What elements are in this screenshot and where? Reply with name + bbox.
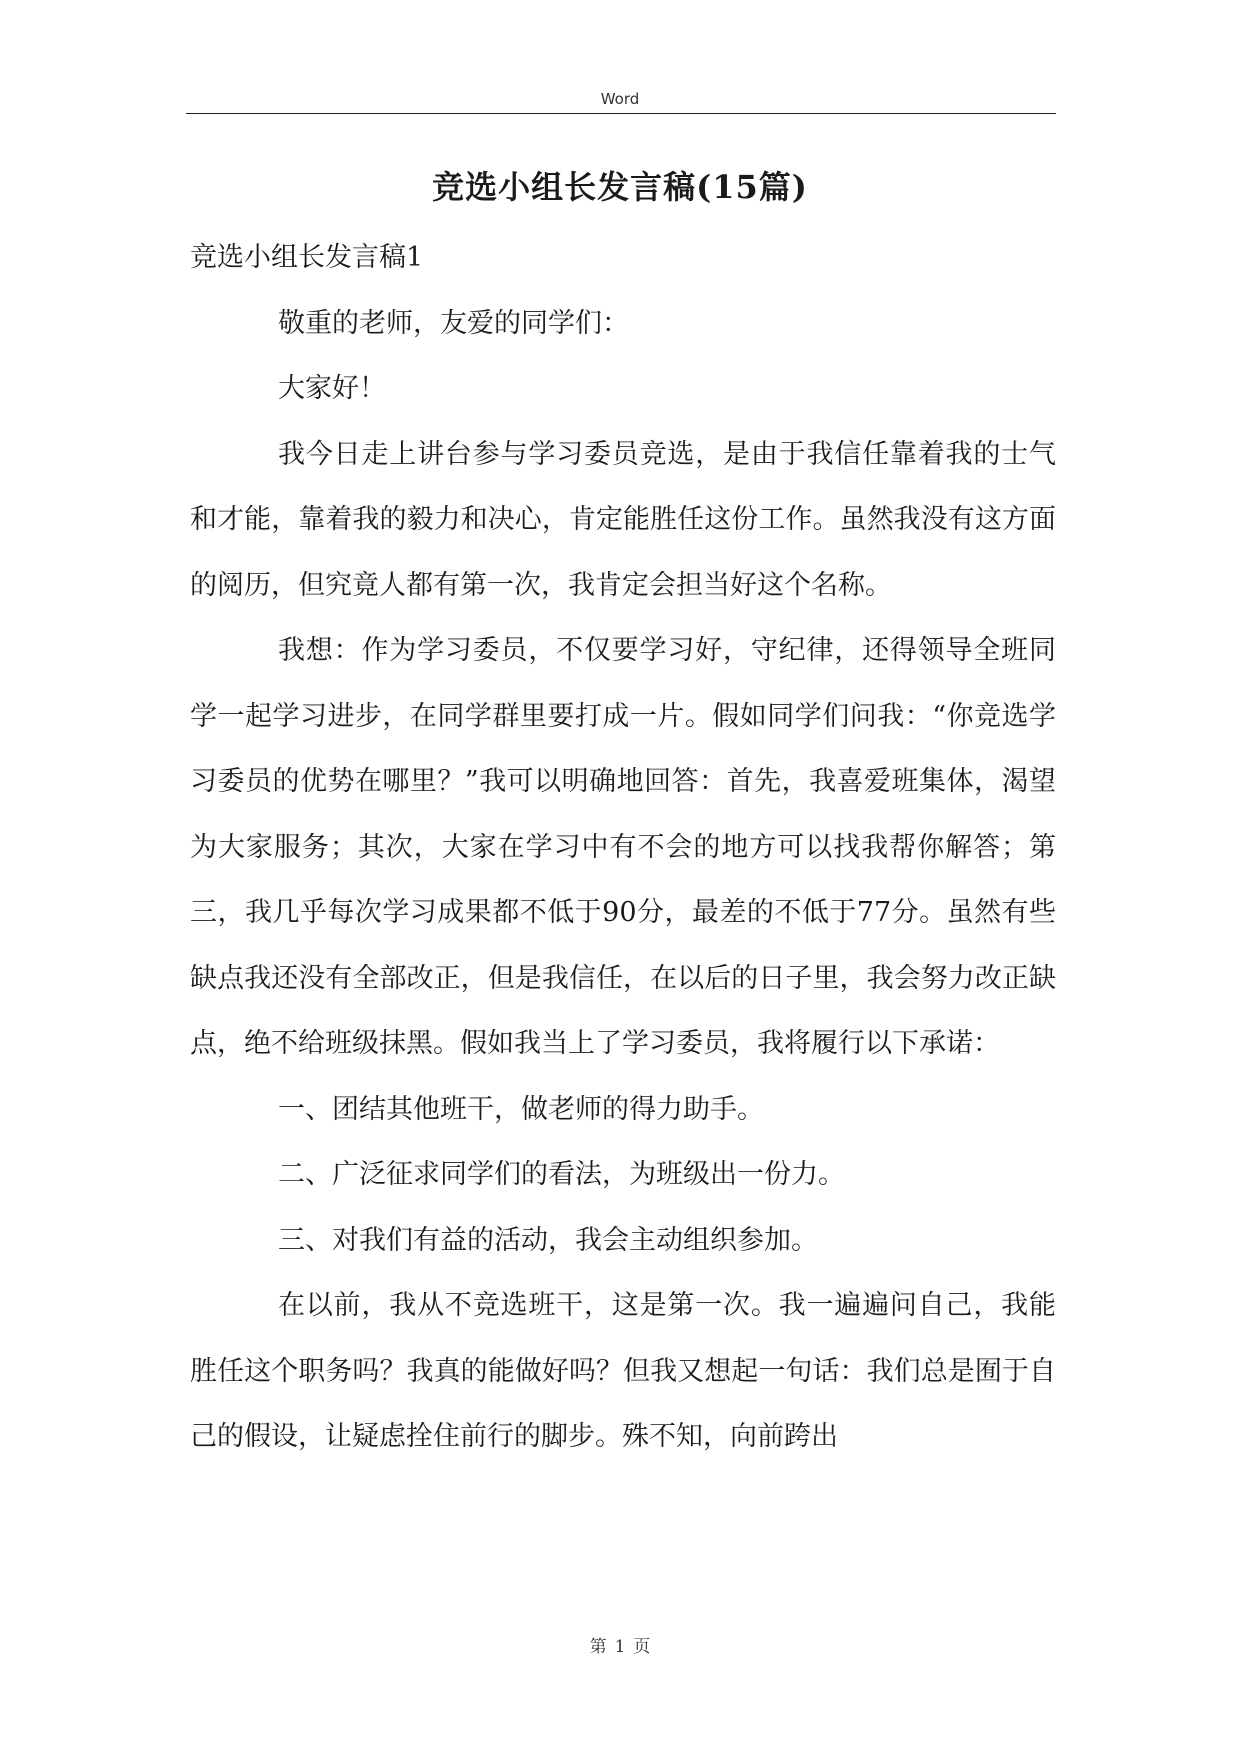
footer-prefix: 第 [589,1637,607,1657]
page-number: 1 [614,1637,626,1657]
document-title: 竞选小组长发言稿(15篇) [432,168,808,206]
paragraph: 二、广泛征求同学们的看法，为班级出一份力。 [278,1159,845,1190]
paragraph: 我今日走上讲台参与学习委员竞选，是由于我信任靠着我的士气和才能，靠着我的毅力和决心，肯定能胜任这份工作。虽然我没有这方面的阅历，但究竟人都有第一次，我肯定会担当好这个名称。 [190,438,1056,601]
header-divider [186,113,1056,114]
page-footer [0,1632,1240,1657]
paragraph: 在以前，我从不竞选班干，这是第一次。我一遍遍问自己，我能胜任这个职务吗？我真的能做好吗？但我又想起一句话：我们总是囿于自己的假设，让疑虑拴住前行的脚步。殊不知，向前跨出 [190,1290,1056,1452]
paragraph: 敬重的老师，友爱的同学们： [278,307,629,339]
paragraph: 一、团结其他班干，做老师的得力助手。 [278,1093,764,1125]
paragraph: 三、对我们有益的活动，我会主动组织参加。 [278,1224,818,1256]
paragraph: 大家好！ [278,373,386,404]
header-label: Word [600,90,640,108]
document-body [190,225,1056,1470]
paragraph: 我想：作为学习委员，不仅要学习好，守纪律，还得领导全班同学一起学习进步，在同学群里要打成一片。假如同学们问我：“你竞选学习委员的优势在哪里？”我可以明确地回答：首先，我喜爱班集体，渴望为大家服务；其次，大家在学习中有不会的地方可以找我帮你解答；第三，我几乎每次学习成果都不低于90分，最差的不低于77分。虽然有些缺点我还没有全部改正，但是我信任，在以后的日子里，我会努力改正缺点，绝不给班级抹黑。假如我当上了学习委员，我将履行以下承诺： [190,635,1056,1059]
footer-suffix: 页 [633,1637,651,1657]
section-heading: 竞选小组长发言稿1 [190,242,424,273]
